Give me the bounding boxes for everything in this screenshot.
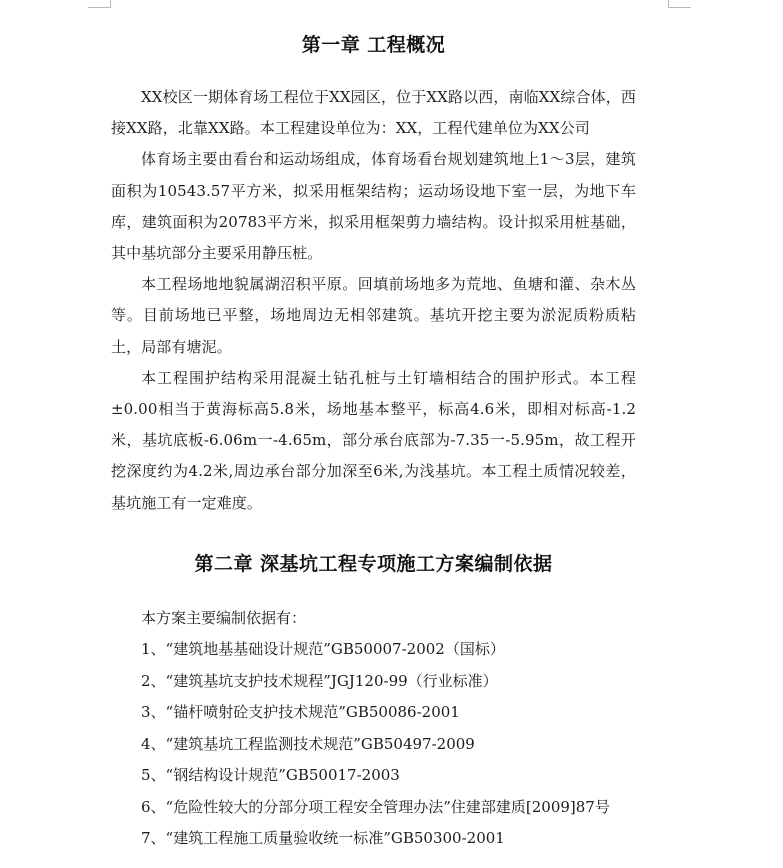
list-item: 4、“建筑基坑工程监测技术规范”GB50497-2009	[141, 734, 475, 753]
chapter-1-paragraph-2: 体育场主要由看台和运动场组成，体育场看台规划建筑地上1～3层，建筑面积为10543.57平方米，拟采用框架结构；运动场设地下室一层，为地下车库，建筑面积为20783平方米，拟采用框架剪力墙结构。设计拟采用桩基础，其中基坑部分主要采用静压桩。	[111, 150, 636, 263]
chapter-2-title: 第二章 深基坑工程专项施工方案编制依据	[194, 552, 553, 575]
basis-list	[111, 603, 636, 855]
list-item: 1、“建筑地基基础设计规范”GB50007-2002（国标）	[141, 640, 505, 659]
list-item: 5、“钢结构设计规范”GB50017-2003	[141, 766, 400, 785]
list-item: 3、“锚杆喷射砼支护技术规范”GB50086-2001	[141, 703, 460, 722]
chapter-1-title: 第一章 工程概况	[301, 34, 446, 56]
chapter-1-paragraph-1: XX校区一期体育场工程位于XX园区，位于XX路以西，南临XX综合体，西接XX路，北靠XX路。本工程建设单位为：XX，工程代建单位为XX公司	[111, 88, 636, 138]
page-corner-mark-right	[668, 0, 691, 8]
chapter-1-paragraph-3: 本工程场地地貌属湖沼积平原。回填前场地多为荒地、鱼塘和灌、杂木丛等。目前场地已平整，场地周边无相邻建筑。基坑开挖主要为淤泥质粉质粘土，局部有塘泥。	[111, 275, 636, 356]
chapter-1-paragraph-4: 本工程围护结构采用混凝土钻孔桩与土钉墙相结合的围护形式。本工程±0.00相当于黄海标高5.8米，场地基本整平，标高4.6米，即相对标高-1.2米，基坑底板-6.06m一-4.65m，部分承台底部为-7.35一-5.95m，故工程开挖深度约为4.2米,周边承台部分加深至6米,为浅基坑。本工程土质情况较差，基坑施工有一定难度。	[111, 368, 636, 512]
list-item: 6、“危险性较大的分部分项工程安全管理办法”住建部建质[2009]87号	[141, 797, 610, 816]
basis-list-intro: 本方案主要编制依据有：	[141, 608, 307, 627]
page-corner-mark-left	[88, 0, 111, 8]
document-body	[111, 30, 636, 855]
list-item: 7、“建筑工程施工质量验收统一标准”GB50300-2001	[141, 829, 505, 848]
list-item: 2、“建筑基坑支护技术规程”JGJ120-99（行业标准）	[141, 671, 498, 690]
